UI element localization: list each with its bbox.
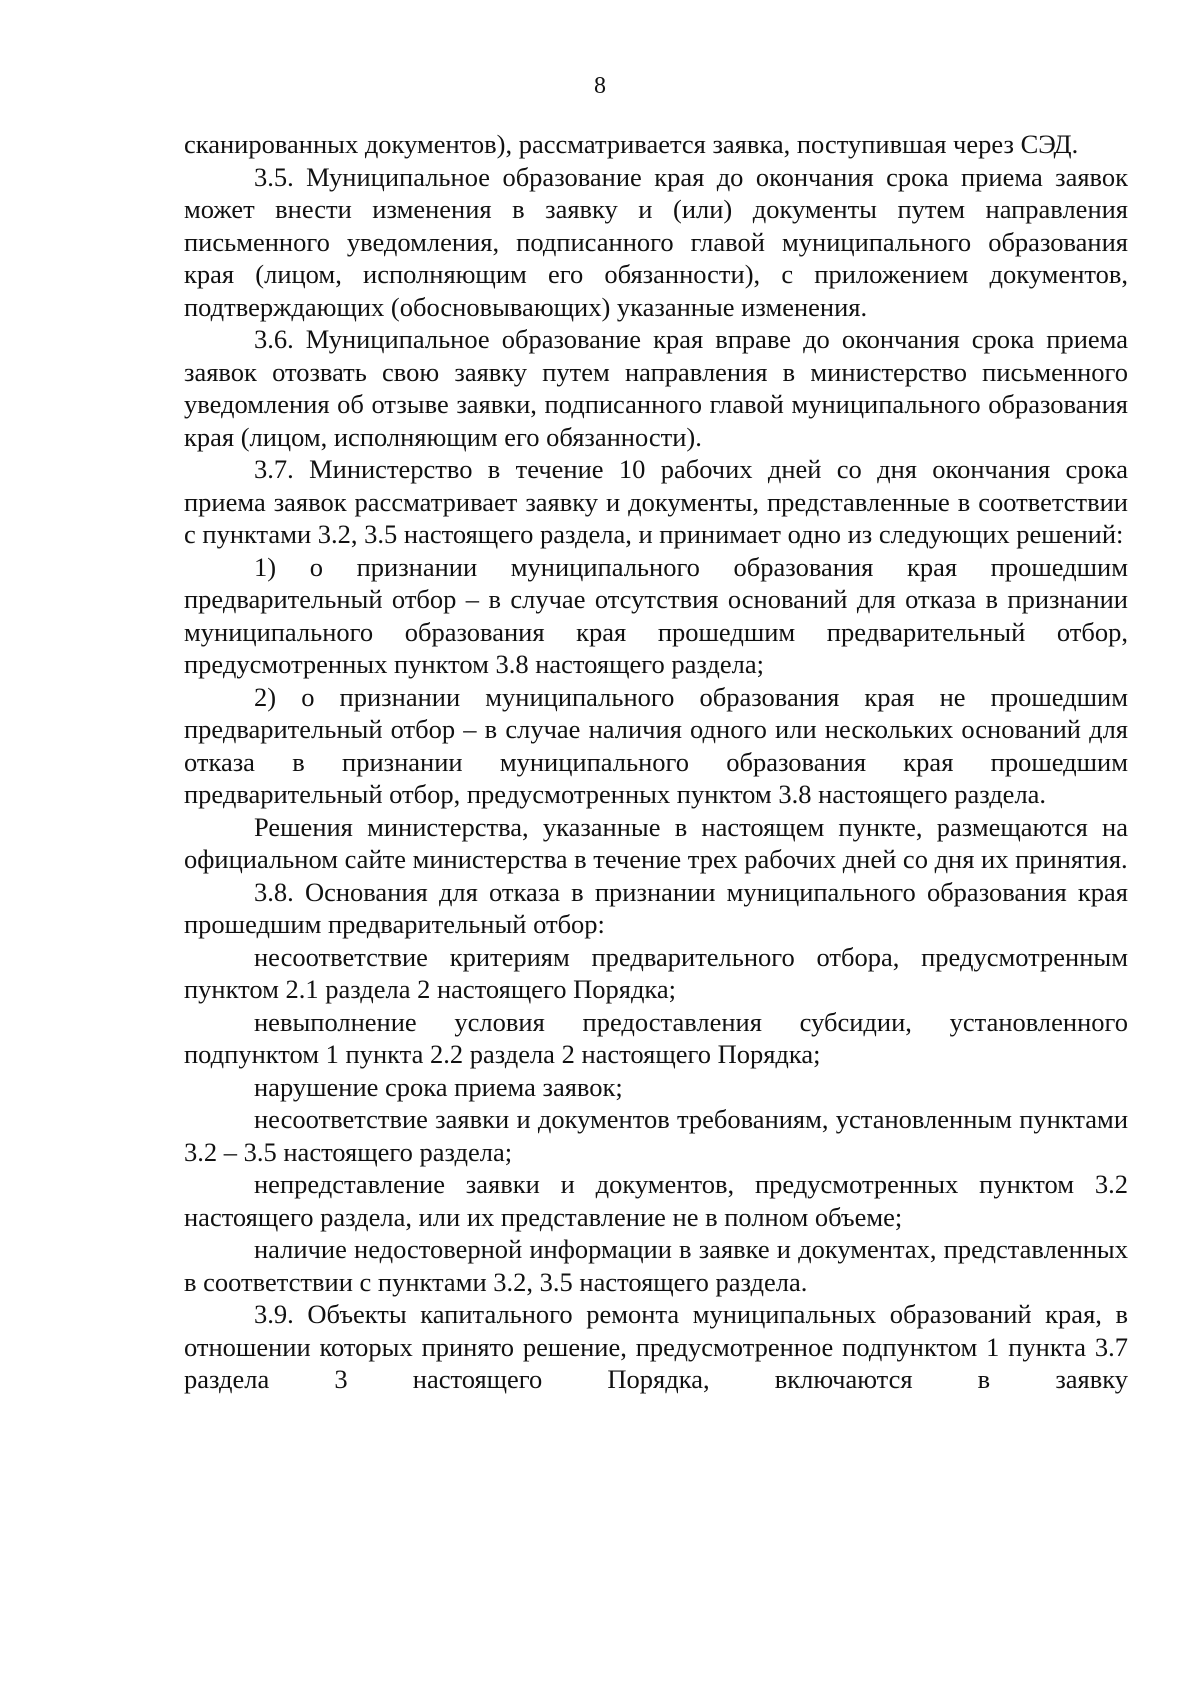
paragraph-3-8-ground-2: невыполнение условия предоставления субсидии, установленного подпунктом 1 пункта 2.2 раздела 2 настоящего Порядка; [184, 1006, 1128, 1069]
paragraph-3-8: 3.8. Основания для отказа в признании муниципального образования края прошедшим предварительный отбор: [184, 876, 1128, 939]
paragraph-3-8-ground-6: наличие недостоверной информации в заявке и документах, представленных в соответствии с пунктами 3.2, 3.5 настоящего раздела. [184, 1234, 1128, 1297]
paragraph-continuation: сканированных документов), рассматривается заявка, поступившая через СЭД. [184, 129, 1079, 159]
paragraph-3-7-item-1: 1) о признании муниципального образования края прошедшим предварительный отбор – в случае отсутствия оснований для отказа в признании муниципального образования края прошедшим предварительный отбор, предусмотренных пунктом 3.8 настоящего раздела; [184, 551, 1128, 679]
paragraph-3-5: 3.5. Муниципальное образование края до окончания срока приема заявок может внести изменения в заявку и (или) документы путем направления письменного уведомления, подписанного главой муниципального образования края (лицом, исполняющим его обязанности), с приложением документов, подтверждающих (обосновывающих) указанные изменения. [184, 161, 1128, 322]
paragraph-decisions-publication: Решения министерства, указанные в настоящем пункте, размещаются на официальном сайте министерства в течение трех рабочих дней со дня их принятия. [184, 811, 1128, 874]
page-number: 8 [594, 73, 606, 99]
paragraph-3-7-item-2: 2) о признании муниципального образования края не прошедшим предварительный отбор – в случае наличия одного или нескольких оснований для отказа в признании муниципального образования края прошедшим предварительный отбор, предусмотренных пунктом 3.8 настоящего раздела. [184, 681, 1128, 809]
paragraph-3-7: 3.7. Министерство в течение 10 рабочих дней со дня окончания срока приема заявок рассматривает заявку и документы, представленные в соответствии с пунктами 3.2, 3.5 настоящего раздела, и принимает одно из следующих решений: [184, 454, 1128, 549]
paragraph-3-8-ground-3: нарушение срока приема заявок; [254, 1071, 623, 1102]
paragraph-3-8-ground-4: несоответствие заявки и документов требованиям, установленным пунктами 3.2 – 3.5 настоящего раздела; [184, 1104, 1128, 1167]
paragraph-3-9: 3.9. Объекты капитального ремонта муниципальных образований края, в отношении которых принято решение, предусмотренное подпунктом 1 пункта 3.7 раздела 3 настоящего Порядка, включаются в заявку [184, 1299, 1128, 1394]
paragraph-3-8-ground-5: непредставление заявки и документов, предусмотренных пунктом 3.2 настоящего раздела, или их представление не в полном объеме; [184, 1169, 1128, 1232]
paragraph-3-8-ground-1: несоответствие критериям предварительного отбора, предусмотренным пунктом 2.1 раздела 2 настоящего Порядка; [184, 941, 1128, 1004]
paragraph-3-6: 3.6. Муниципальное образование края вправе до окончания срока приема заявок отозвать свою заявку путем направления в министерство письменного уведомления об отзыве заявки, подписанного главой муниципального образования края (лицом, исполняющим его обязанности). [184, 324, 1128, 452]
document-body [184, 128, 1128, 1396]
